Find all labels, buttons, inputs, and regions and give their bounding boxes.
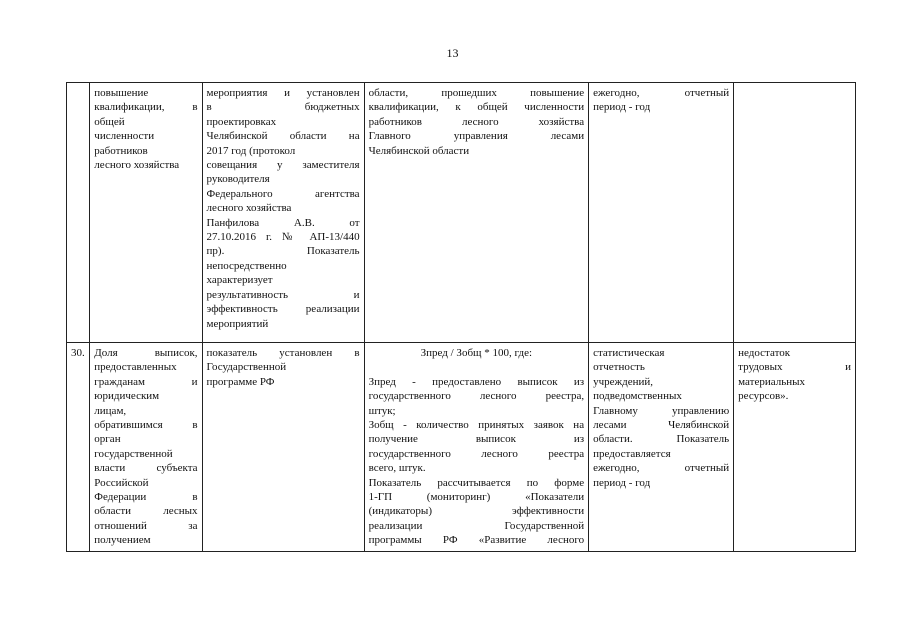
text-line: мероприятия и установлен	[206, 87, 360, 99]
text-line: квалификации, к общей численности	[368, 101, 585, 114]
text-line: проектировках	[206, 115, 277, 128]
text-line: гражданам и	[94, 375, 198, 388]
text-line: результативность и	[206, 288, 360, 301]
text-line: квалификации, в	[94, 101, 198, 114]
text-line: численности	[94, 130, 155, 143]
indicator-note-cell	[734, 343, 856, 552]
text-line: Показатель рассчитывается по форме	[368, 476, 585, 489]
text-line: государственной	[94, 447, 173, 460]
text-line: реализации Государственной	[368, 519, 585, 532]
text-line: (индикаторы) эффективности	[368, 505, 585, 518]
text-line: учреждений,	[593, 375, 653, 388]
text-line: недостаток	[738, 347, 791, 359]
formula: Зпред / Зобщ * 100, где:	[420, 347, 533, 359]
text-line: Государственной	[206, 361, 287, 374]
page-number: 13	[446, 46, 459, 60]
indicator-note-cell	[734, 83, 856, 343]
table-row	[67, 343, 856, 552]
text-line: показатель установлен в	[206, 347, 360, 359]
text-line: отношений за	[94, 519, 198, 532]
indicator-basis-cell	[202, 83, 364, 343]
row-number-cell	[67, 343, 90, 552]
text-line: штук;	[368, 404, 396, 417]
text-line: ежегодно, отчетный	[593, 87, 730, 99]
text-line: всего, штук.	[368, 462, 426, 475]
text-line: юридическим	[94, 390, 160, 403]
text-line: Российской	[94, 476, 149, 489]
text-line: 1-ГП (мониторинг) «Показатели	[368, 491, 585, 504]
text-line: мероприятий	[206, 317, 269, 330]
text-line: государственного лесного реестра	[368, 447, 585, 460]
text-line: период - год	[593, 101, 651, 114]
text-line: лесного хозяйства	[94, 159, 180, 172]
text-line: Челябинской области	[368, 144, 470, 157]
text-line: получением	[94, 534, 151, 547]
indicator-name-cell	[90, 83, 202, 343]
text-line: лицам,	[94, 404, 127, 417]
text-line: общей	[94, 115, 125, 128]
text-line: Главному управлению	[593, 404, 730, 417]
indicator-name-cell	[90, 343, 202, 552]
text-line: программе РФ	[206, 375, 275, 388]
text-line: материальных	[738, 375, 805, 388]
text-line: предоставленных	[94, 361, 177, 374]
text-line: Федерального агентства	[206, 187, 360, 200]
text-line: программы РФ «Развитие лесного	[368, 534, 585, 547]
text-line: подведомственных	[593, 390, 682, 403]
text-line: повышение	[94, 87, 149, 99]
text-line: области лесных	[94, 505, 198, 518]
text-line: руководителя	[206, 173, 270, 186]
table-row	[67, 83, 856, 343]
text-line: непосредственно	[206, 259, 287, 272]
indicator-method-cell	[364, 343, 589, 552]
row-number: 30.	[71, 347, 85, 359]
text-line: лесами Челябинской	[593, 419, 730, 432]
text-line: период - год	[593, 476, 651, 489]
text-line: обратившимся в	[94, 419, 198, 432]
text-line: 27.10.2016 г. № АП-13/440	[206, 231, 360, 244]
text-line: Зобщ - количество принятых заявок на	[368, 419, 585, 432]
text-line: лесного хозяйства	[206, 202, 292, 215]
text-line: характеризует	[206, 274, 273, 287]
indicator-basis-cell	[202, 343, 364, 552]
indicator-table	[66, 82, 856, 552]
text-line: области. Показатель	[593, 433, 730, 446]
text-line: Зпред - предоставлено выписок из	[368, 375, 585, 388]
indicator-source-cell	[589, 343, 734, 552]
text-line	[369, 360, 585, 374]
text-line: государственного лесного реестра,	[368, 390, 585, 403]
indicator-source-cell	[589, 83, 734, 343]
text-line: Главного управления лесами	[368, 130, 585, 143]
text-line: власти субъекта	[94, 462, 198, 475]
row-number-cell	[67, 83, 90, 343]
text-line: Панфилова А.В. от	[206, 216, 360, 229]
text-line: предоставляется	[593, 447, 671, 460]
text-line: области, прошедших повышение	[368, 87, 585, 99]
text-line: эффективность реализации	[206, 303, 360, 316]
indicator-method-cell	[364, 83, 589, 343]
text-line: совещания у заместителя	[206, 159, 360, 172]
text-line: работников	[94, 144, 148, 157]
text-line: 2017 год (протокол	[206, 144, 296, 157]
text-line: ежегодно, отчетный	[593, 462, 730, 475]
text-line: трудовых и	[738, 361, 851, 374]
text-line: Челябинской области на	[206, 130, 360, 143]
text-line: статистическая	[593, 347, 665, 359]
text-line: в бюджетных	[206, 101, 360, 114]
text-line: работников лесного хозяйства	[368, 115, 585, 128]
text-line: Доля выписок,	[94, 347, 198, 359]
text-line: пр). Показатель	[206, 245, 360, 258]
text-line: отчетность	[593, 361, 645, 374]
text-line: ресурсов».	[738, 390, 789, 403]
text-line: орган	[94, 433, 121, 446]
text-line: получение выписок из	[368, 433, 585, 446]
text-line: Федерации в	[94, 491, 198, 504]
